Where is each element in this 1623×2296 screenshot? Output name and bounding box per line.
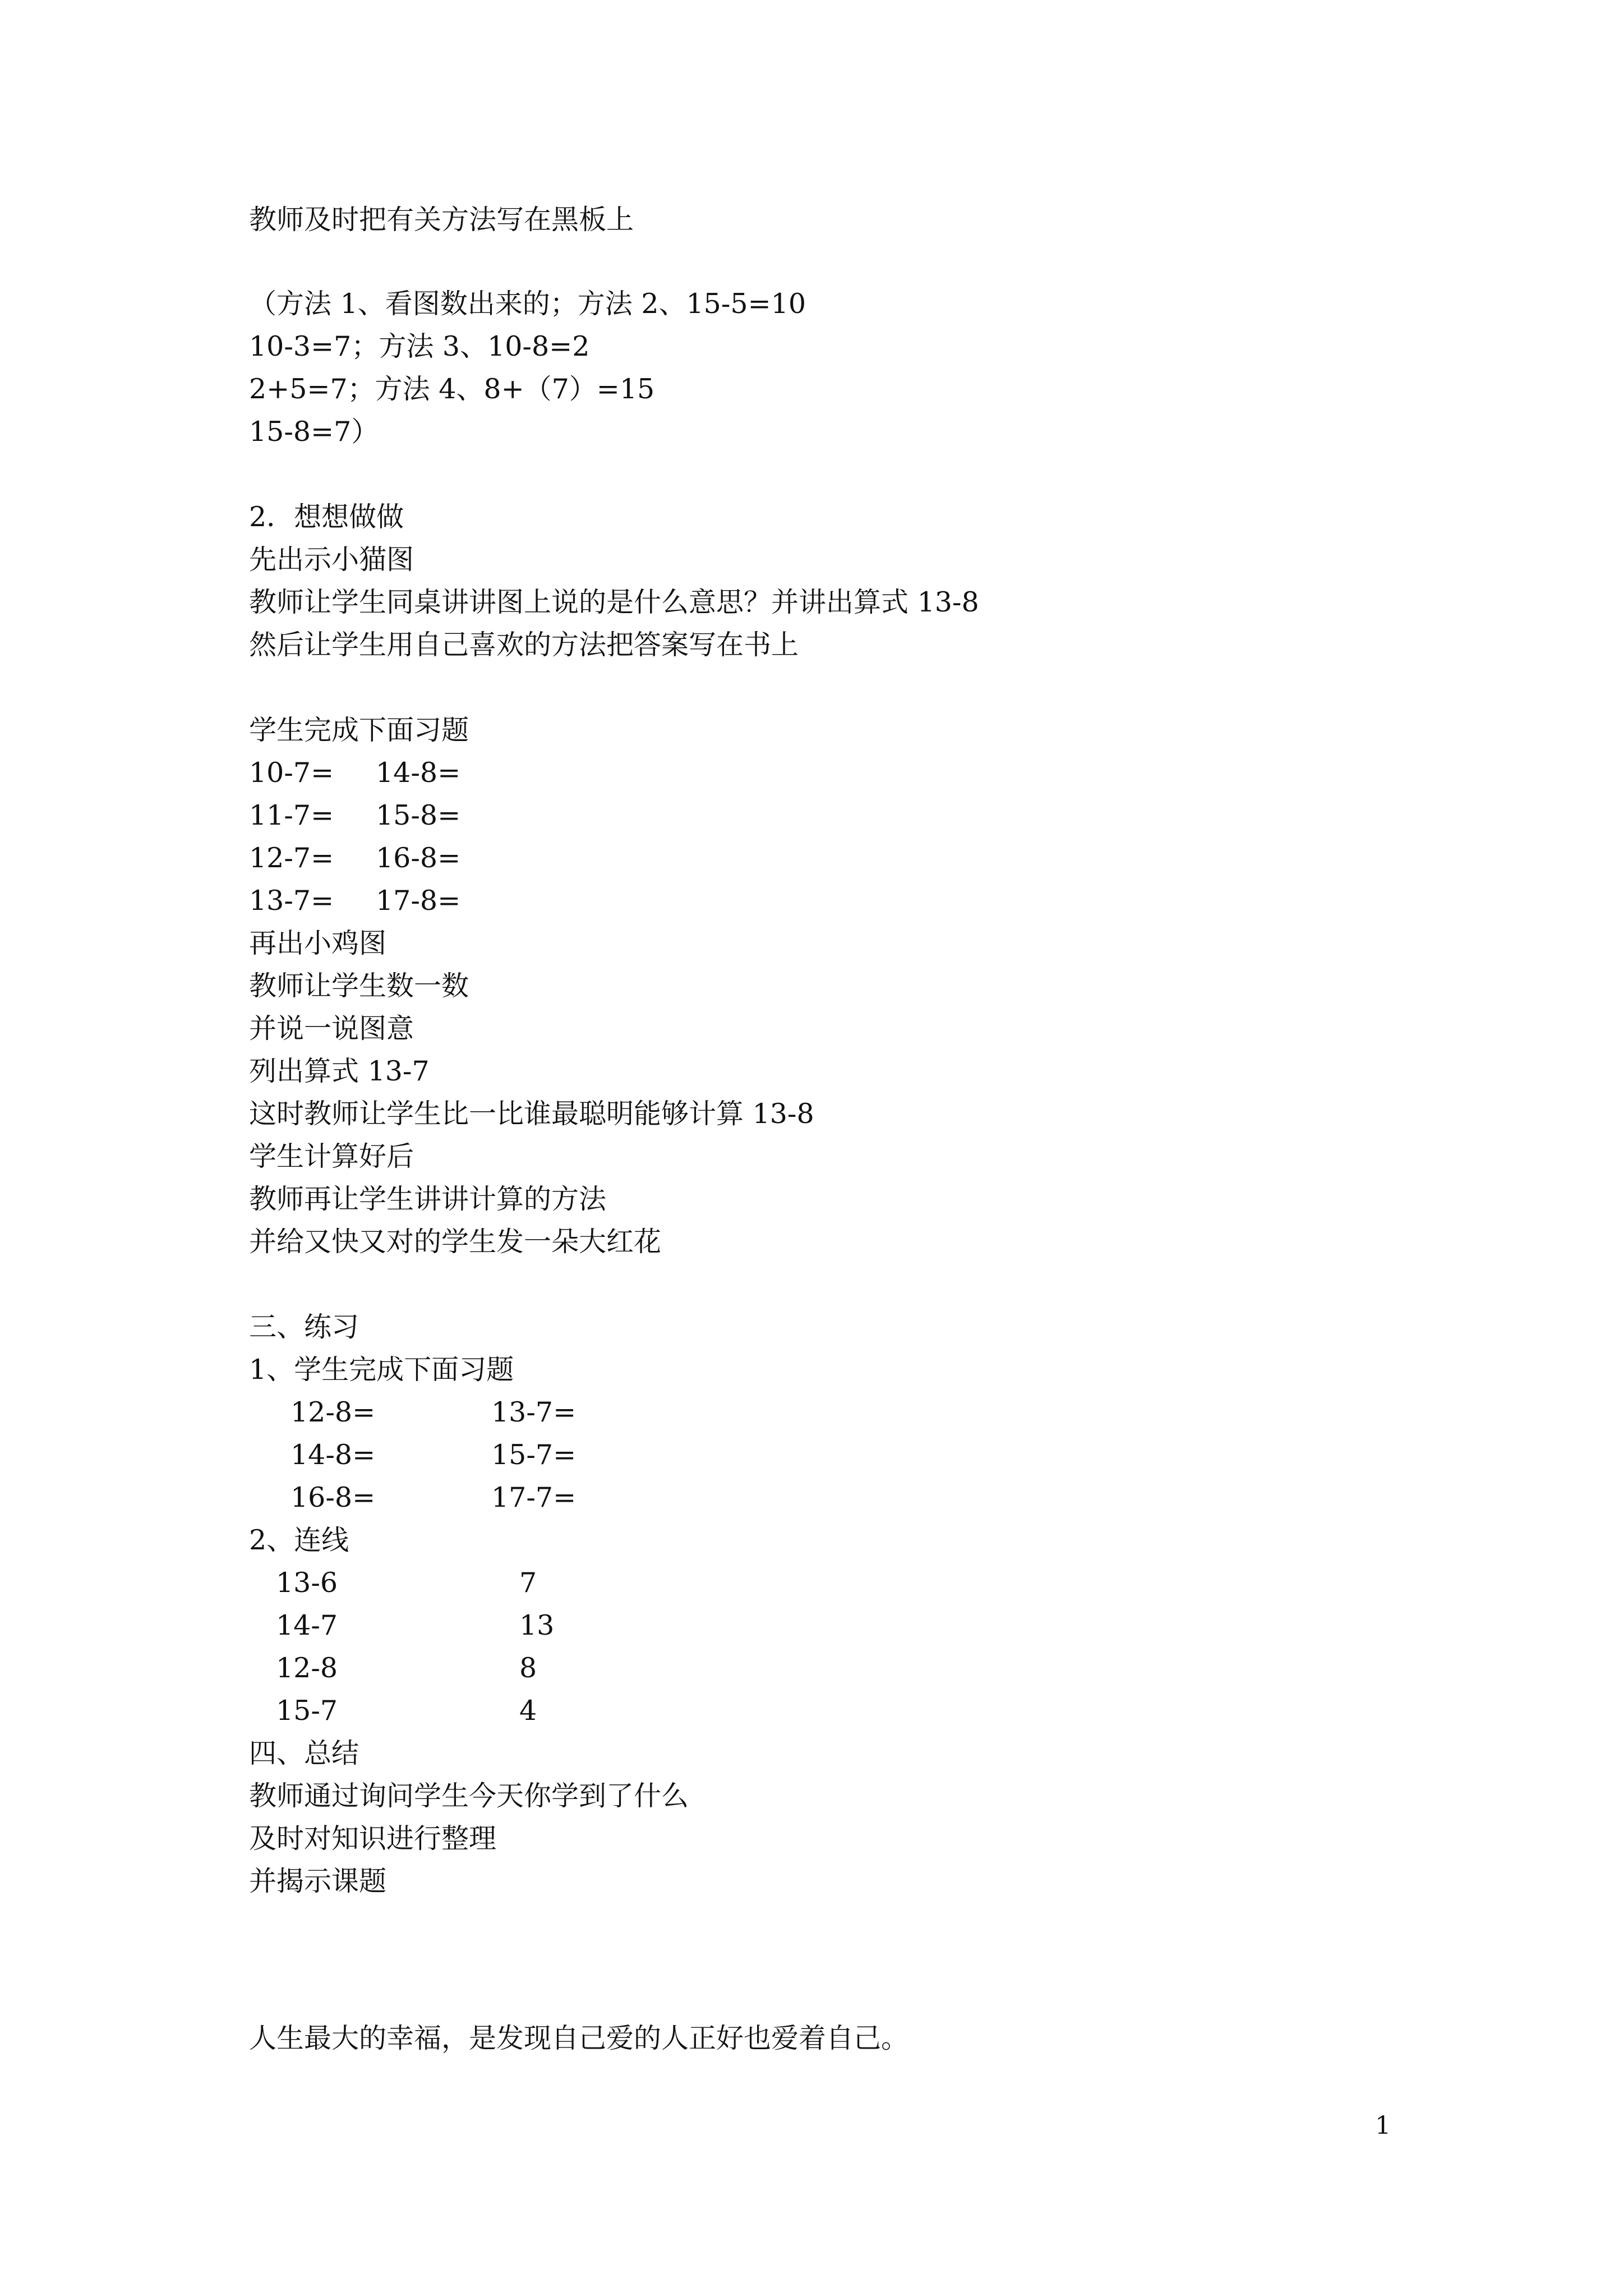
method-line-1: （方法 1、看图数出来的；方法 2、15-5=10 [249, 288, 806, 320]
match-right: 4 [519, 1695, 537, 1727]
chick-line-5: 这时教师让学生比一比谁最聪明能够计算 13-8 [249, 1098, 814, 1130]
match-right: 13 [519, 1609, 555, 1641]
practice-heading: 三、练习 [249, 1311, 359, 1343]
section2-heading: 2．想想做做 [249, 501, 404, 533]
practice-item1-cell: 17-7= [491, 1481, 577, 1513]
exercise1-cell: 11-7= [249, 799, 334, 831]
practice-item1-cell: 12-8= [291, 1396, 376, 1428]
match-left: 12-8 [276, 1652, 338, 1684]
page-number: 1 [1375, 2111, 1391, 2140]
intro-line: 教师及时把有关方法写在黑板上 [249, 204, 634, 236]
exercise1-cell: 15-8= [376, 799, 461, 831]
exercise1-heading: 学生完成下面习题 [249, 714, 469, 746]
practice-item1-cell: 16-8= [291, 1481, 376, 1513]
practice-item1-cell: 14-8= [291, 1439, 376, 1471]
practice-item1-heading: 1、学生完成下面习题 [249, 1354, 514, 1386]
chick-line-1: 再出小鸡图 [249, 927, 387, 959]
closing-quote: 人生最大的幸福，是发现自己爱的人正好也爱着自己。 [249, 2022, 909, 2054]
exercise1-cell: 14-8= [376, 757, 461, 789]
chick-line-6: 学生计算好后 [249, 1140, 414, 1172]
practice-item1-cell: 13-7= [491, 1396, 577, 1428]
exercise1-cell: 16-8= [376, 842, 461, 874]
method-line-3: 2+5=7；方法 4、8+（7）=15 [249, 373, 655, 405]
exercise1-cell: 10-7= [249, 757, 334, 789]
chick-line-8: 并给又快又对的学生发一朵大红花 [249, 1226, 662, 1258]
match-right: 7 [519, 1567, 537, 1599]
chick-line-7: 教师再让学生讲讲计算的方法 [249, 1183, 607, 1215]
section2-line-2: 教师让学生同桌讲讲图上说的是什么意思？并讲出算式 13-8 [249, 586, 979, 618]
practice-item2-heading: 2、连线 [249, 1524, 349, 1556]
summary-line-2: 及时对知识进行整理 [249, 1823, 497, 1855]
exercise1-cell: 12-7= [249, 842, 334, 874]
match-left: 13-6 [276, 1567, 338, 1599]
chick-line-2: 教师让学生数一数 [249, 970, 469, 1002]
chick-line-4: 列出算式 13-7 [249, 1055, 430, 1087]
match-right: 8 [519, 1652, 537, 1684]
section2-line-3: 然后让学生用自己喜欢的方法把答案写在书上 [249, 629, 799, 661]
summary-line-3: 并揭示课题 [249, 1865, 387, 1897]
match-left: 15-7 [276, 1695, 338, 1727]
section2-line-1: 先出示小猫图 [249, 544, 414, 576]
summary-line-1: 教师通过询问学生今天你学到了什么 [249, 1780, 689, 1812]
match-left: 14-7 [276, 1609, 338, 1641]
practice-item1-cell: 15-7= [491, 1439, 577, 1471]
exercise1-cell: 13-7= [249, 885, 334, 917]
method-line-4: 15-8=7） [249, 416, 379, 448]
chick-line-3: 并说一说图意 [249, 1013, 414, 1045]
method-line-2: 10-3=7；方法 3、10-8=2 [249, 330, 590, 362]
summary-heading: 四、总结 [249, 1737, 359, 1769]
exercise1-cell: 17-8= [376, 885, 461, 917]
